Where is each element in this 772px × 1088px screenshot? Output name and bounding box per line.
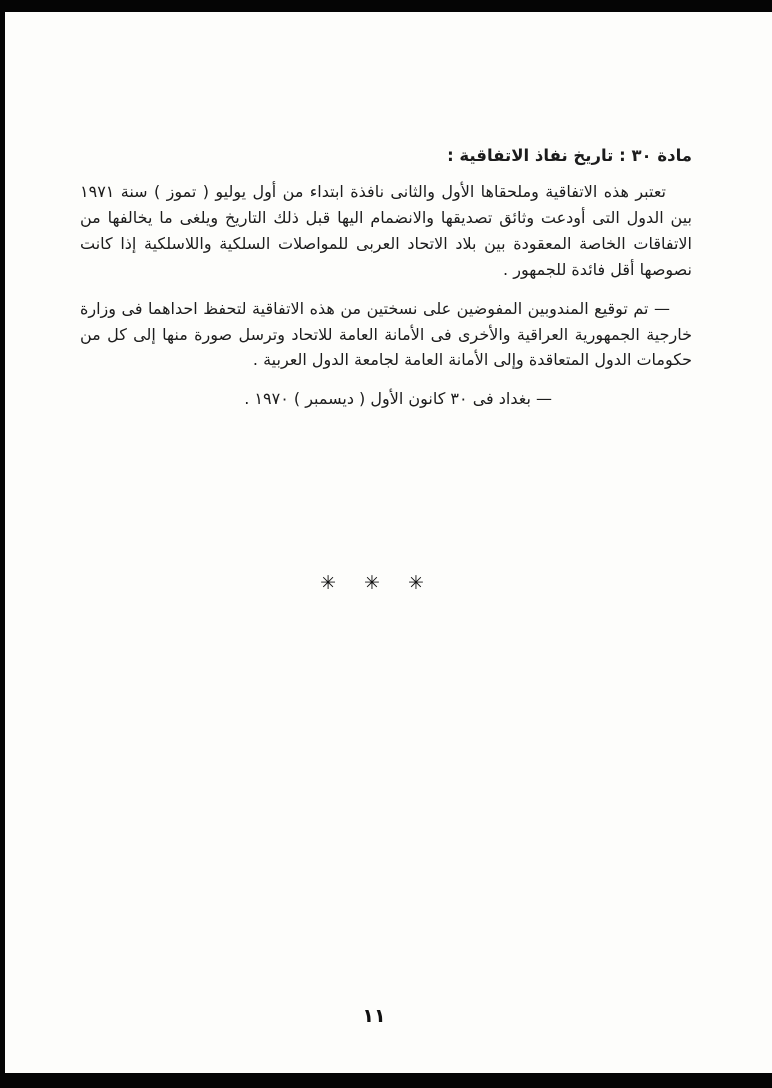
article-heading: مادة ٣٠ : تاريخ نفاذ الاتفاقية : — [447, 146, 692, 165]
page-number: ١١ — [362, 1005, 386, 1027]
dateline-baghdad: — بغداد فى ٣٠ كانون الأول ( ديسمبر ) ١٩٧٠ . — [244, 389, 552, 409]
paragraph-signing-copies: — تم توقيع المندوبين المفوضين على نسختين من هذه الاتفاقية لتحفظ احداهما فى وزارة خارجية الجمهورية العراقية والأخرى فى الأمانة العامة للاتحاد وترسل صورة منها إلى كل من حكومات الدول المتعاقدة وإلى الأمانة العامة لجامعة الدول العربية . — [80, 298, 692, 370]
scan-artifact-top-bar — [0, 0, 772, 12]
scan-artifact-left-bar — [0, 8, 5, 1076]
asterisk-separator: ✳ ✳ ✳ — [320, 572, 424, 594]
article-text-block — [80, 146, 692, 412]
scan-artifact-bottom-bar — [0, 1073, 772, 1088]
paragraph-entry-into-force: تعتبر هذه الاتفاقية وملحقاها الأول والثانى نافذة ابتداء من أول يوليو ( تموز ) سنة ١٩٧١ بين الدول التى أودعت وثائق تصديقها والانضمام اليها قبل ذلك التاريخ ويلغى ما يخالفها من الاتفاقات الخاصة المعقودة بين بلاد الاتحاد العربى للمواصلات السلكية واللاسلكية إذا كانت نصوصها أقل فائدة للجمهور . — [80, 182, 692, 279]
